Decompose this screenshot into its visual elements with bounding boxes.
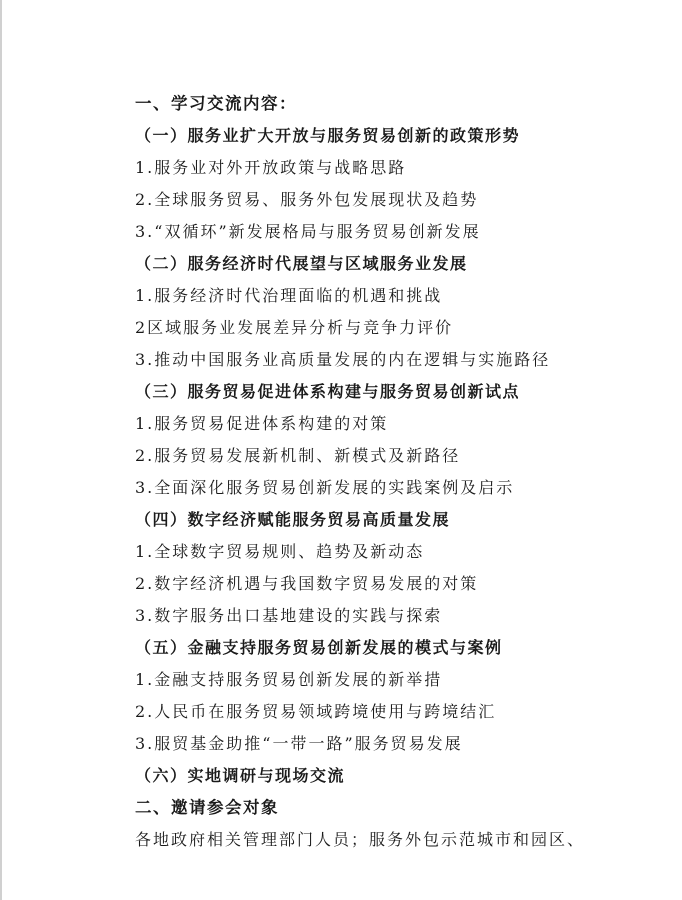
list-item: 3.推动中国服务业高质量发展的内在逻辑与实施路径 bbox=[135, 350, 551, 369]
list-item: 2.人民币在服务贸易领域跨境使用与跨境结汇 bbox=[135, 702, 497, 721]
list-item: 2.数字经济机遇与我国数字贸易发展的对策 bbox=[135, 574, 479, 593]
paragraph-text: 各地政府相关管理部门人员；服务外包示范城市和园区、 bbox=[135, 830, 586, 849]
subsection-heading-5: （五）金融支持服务贸易创新发展的模式与案例 bbox=[135, 638, 503, 657]
subsection-heading-4: （四）数字经济赋能服务贸易高质量发展 bbox=[135, 510, 451, 529]
subsection-heading-6: （六）实地调研与现场交流 bbox=[135, 766, 346, 785]
subsection-heading-1: （一）服务业扩大开放与服务贸易创新的政策形势 bbox=[135, 126, 521, 145]
section-heading-1: 一、学习交流内容： bbox=[135, 94, 297, 113]
list-item: 3.“双循环”新发展格局与服务贸易创新发展 bbox=[135, 222, 481, 241]
list-item: 2区域服务业发展差异分析与竞争力评价 bbox=[135, 318, 454, 337]
list-item: 3.服贸基金助推“一带一路”服务贸易发展 bbox=[135, 734, 463, 753]
list-item: 1.金融支持服务贸易创新发展的新举措 bbox=[135, 670, 443, 689]
document-content bbox=[135, 88, 675, 856]
list-item: 2.服务贸易发展新机制、新模式及新路径 bbox=[135, 446, 461, 465]
list-item: 1.服务业对外开放政策与战略思路 bbox=[135, 158, 407, 177]
section-heading-2: 二、邀请参会对象 bbox=[135, 798, 279, 817]
subsection-heading-2: （二）服务经济时代展望与区域服务业发展 bbox=[135, 254, 468, 273]
list-item: 3.数字服务出口基地建设的实践与探索 bbox=[135, 606, 443, 625]
list-item: 1.全球数字贸易规则、趋势及新动态 bbox=[135, 542, 425, 561]
list-item: 1.服务经济时代治理面临的机遇和挑战 bbox=[135, 286, 443, 305]
list-item: 2.全球服务贸易、服务外包发展现状及趋势 bbox=[135, 190, 479, 209]
list-item: 3.全面深化服务贸易创新发展的实践案例及启示 bbox=[135, 478, 515, 497]
list-item: 1.服务贸易促进体系构建的对策 bbox=[135, 414, 389, 433]
subsection-heading-3: （三）服务贸易促进体系构建与服务贸易创新试点 bbox=[135, 382, 521, 401]
